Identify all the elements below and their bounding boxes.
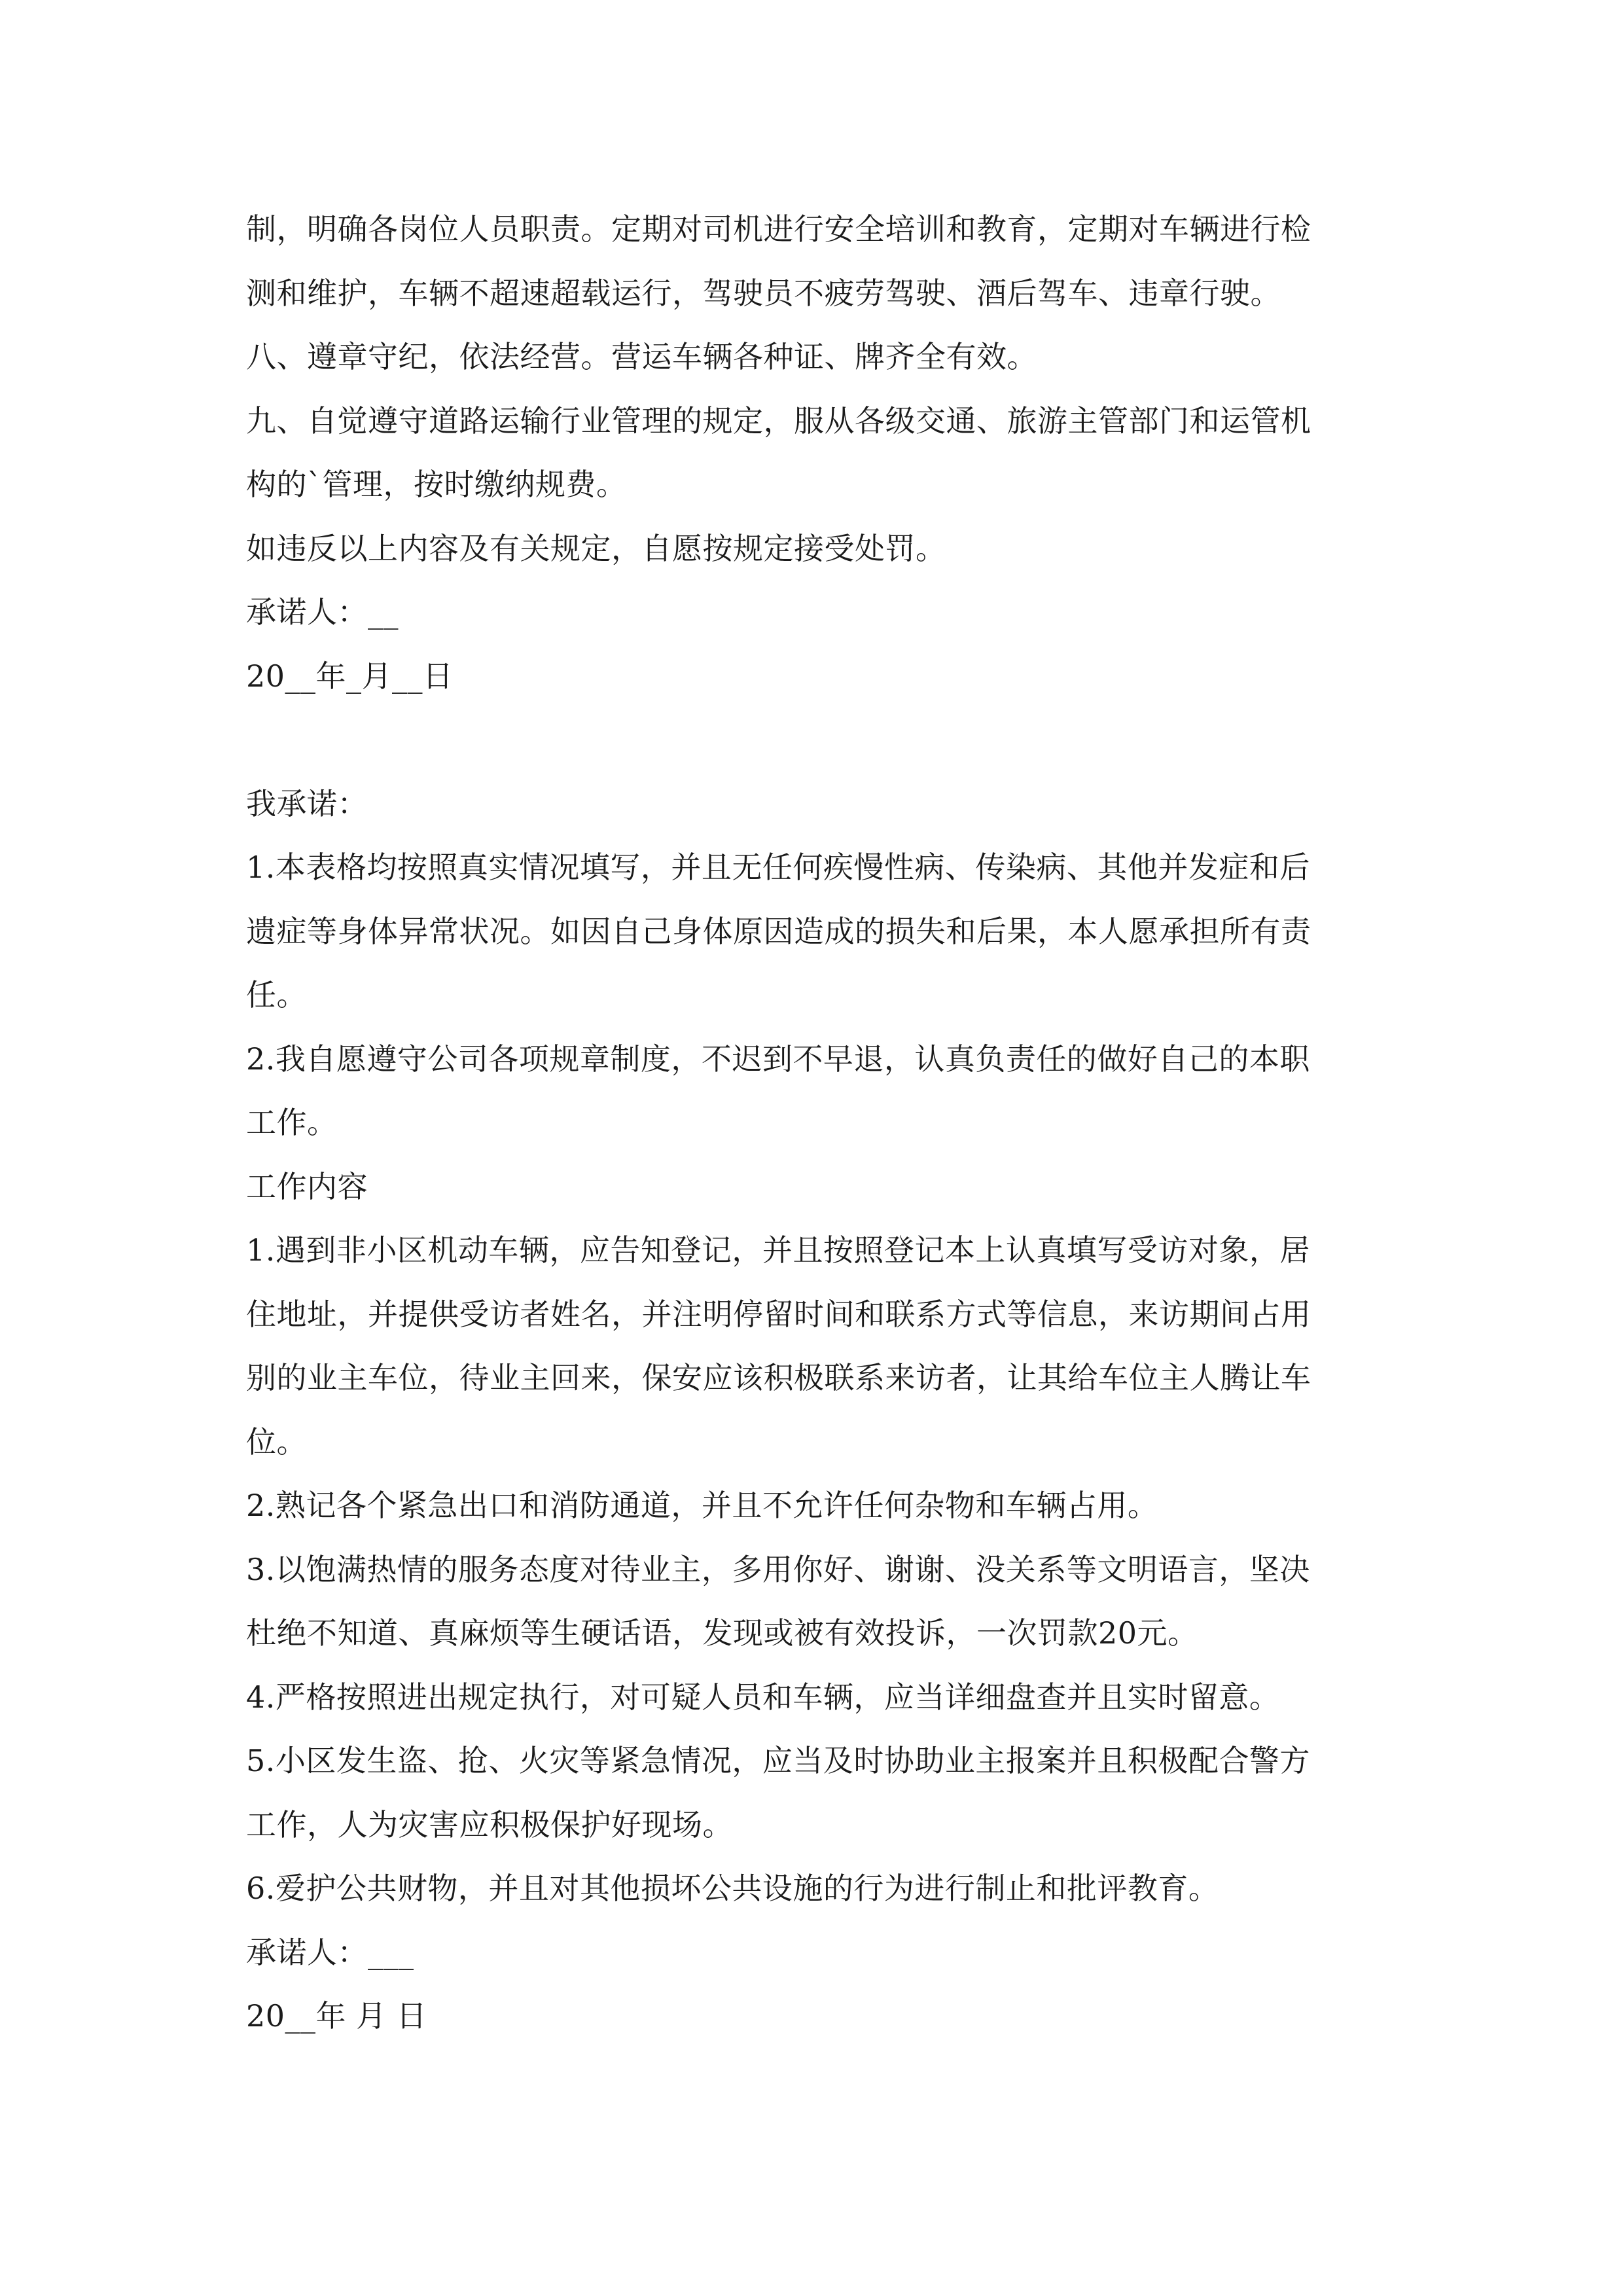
text-line: 八、遵章守纪，依法经营。营运车辆各种证、牌齐全有效。 <box>246 339 1037 374</box>
text-line: 5.小区发生盗、抢、火灾等紧急情况，应当及时协助业主报案并且积极配合警方 <box>246 1743 1310 1778</box>
date-line: 20__年 月 日 <box>246 1998 427 2034</box>
signature-line: 承诺人：__ <box>246 594 399 630</box>
text-line: 别的业主车位，待业主回来，保安应该积极联系来访者，让其给车位主人腾让车 <box>246 1360 1311 1395</box>
date-line: 20__年_月__日 <box>246 658 454 694</box>
text-line: 遗症等身体异常状况。如因自己身体原因造成的损失和后果，本人愿承担所有责 <box>246 913 1311 949</box>
document-body <box>246 198 1378 2049</box>
text-line: 6.爱护公共财物，并且对其他损坏公共设施的行为进行制止和批评教育。 <box>246 1871 1219 1906</box>
text-line: 杜绝不知道、真麻烦等生硬话语，发现或被有效投诉，一次罚款20元。 <box>246 1615 1198 1651</box>
section-gap <box>246 708 1378 772</box>
text-line: 住地址，并提供受访者姓名，并注明停留时间和联系方式等信息，来访期间占用 <box>246 1296 1311 1332</box>
text-line: 测和维护，车辆不超速超载运行，驾驶员不疲劳驾驶、酒后驾车、违章行驶。 <box>246 275 1281 311</box>
text-line: 工作，人为灾害应积极保护好现场。 <box>246 1806 733 1842</box>
text-line: 制，明确各岗位人员职责。定期对司机进行安全培训和教育，定期对车辆进行检 <box>246 211 1311 247</box>
text-line: 如违反以上内容及有关规定，自愿按规定接受处罚。 <box>246 530 946 566</box>
section-heading: 我承诺： <box>246 785 368 821</box>
text-line: 工作。 <box>246 1105 338 1140</box>
text-line: 2.熟记各个紧急出口和消防通道，并且不允许任何杂物和车辆占用。 <box>246 1488 1158 1523</box>
text-line: 九、自觉遵守道路运输行业管理的规定，服从各级交通、旅游主管部门和运管机 <box>246 403 1311 439</box>
text-line: 1.遇到非小区机动车辆，应告知登记，并且按照登记本上认真填写受访对象，居 <box>246 1232 1310 1268</box>
text-line: 构的`管理，按时缴纳规费。 <box>246 467 627 502</box>
text-line: 4.严格按照进出规定执行，对可疑人员和车辆，应当详细盘查并且实时留意。 <box>246 1679 1280 1715</box>
signature-line: 承诺人：___ <box>246 1934 414 1970</box>
subheading: 工作内容 <box>246 1168 368 1204</box>
text-line: 3.以饱满热情的服务态度对待业主，多用你好、谢谢、没关系等文明语言，坚决 <box>246 1551 1310 1587</box>
text-line: 2.我自愿遵守公司各项规章制度，不迟到不早退，认真负责任的做好自己的本职 <box>246 1041 1310 1077</box>
text-line: 1.本表格均按照真实情况填写，并且无任何疾慢性病、传染病、其他并发症和后 <box>246 850 1310 885</box>
text-line: 任。 <box>246 977 307 1013</box>
text-line: 位。 <box>246 1424 307 1460</box>
